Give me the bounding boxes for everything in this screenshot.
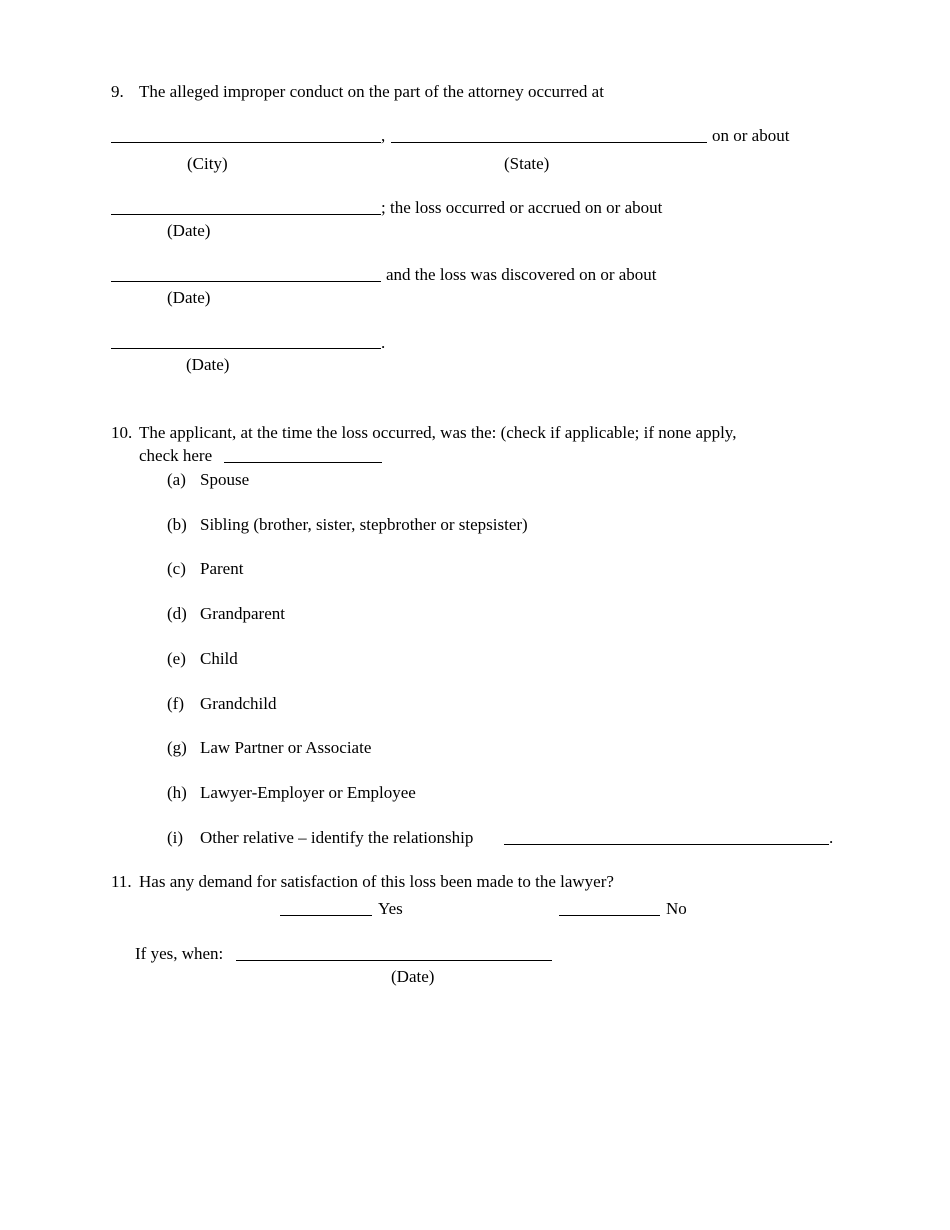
yes-field[interactable] — [280, 915, 372, 916]
option-label: Law Partner or Associate — [200, 738, 372, 757]
city-label: (City) — [187, 154, 228, 173]
conduct-date-field[interactable] — [111, 214, 381, 215]
option-letter: (e) — [167, 649, 186, 668]
conduct-date-label: (Date) — [167, 221, 211, 240]
option-label: Spouse — [200, 470, 250, 489]
no-label: No — [666, 899, 687, 918]
city-field[interactable] — [111, 142, 381, 143]
option-letter: (a) — [167, 470, 186, 489]
q10-text: The applicant, at the time the loss occurred, was the: (check if applicable; if none apply, — [139, 423, 737, 442]
option-label: Child — [200, 649, 238, 668]
none-apply-field[interactable] — [224, 462, 382, 463]
option-label: Other relative – identify the relationship — [200, 828, 474, 847]
loss-discovered-date-label: (Date) — [186, 355, 230, 374]
q9-period: . — [381, 333, 386, 352]
q9-number: 9. — [111, 82, 124, 101]
option-letter: (c) — [167, 559, 186, 578]
loss-occurred-date-field[interactable] — [111, 281, 381, 282]
no-field[interactable] — [559, 915, 660, 916]
state-label: (State) — [504, 154, 550, 173]
q9-loss-discovered-text: and the loss was discovered on or about — [386, 265, 657, 284]
q10-number: 10. — [111, 423, 133, 442]
option-letter: (h) — [167, 783, 187, 802]
option-label: Sibling (brother, sister, stepbrother or stepsister) — [200, 515, 528, 534]
loss-discovered-date-field[interactable] — [111, 348, 381, 349]
option-label: Lawyer-Employer or Employee — [200, 783, 416, 802]
relationship-field[interactable] — [504, 844, 829, 845]
q9-loss-occurred-text: ; the loss occurred or accrued on or about — [381, 198, 663, 217]
q10-period: . — [829, 828, 834, 847]
option-letter: (i) — [167, 828, 184, 847]
if-yes-label: If yes, when: — [135, 944, 224, 963]
option-letter: (b) — [167, 515, 187, 534]
option-letter: (d) — [167, 604, 187, 623]
q9-on-or-about: on or about — [712, 126, 790, 145]
option-label: Grandparent — [200, 604, 285, 623]
q9-text: The alleged improper conduct on the part of the attorney occurred at — [139, 82, 604, 101]
q10-check-here: check here — [139, 446, 213, 465]
q11-number: 11. — [111, 872, 132, 891]
loss-occurred-date-label: (Date) — [167, 288, 211, 307]
option-letter: (f) — [167, 694, 184, 713]
q11-text: Has any demand for satisfaction of this loss been made to the lawyer? — [139, 872, 614, 891]
option-label: Grandchild — [200, 694, 277, 713]
option-label: Parent — [200, 559, 244, 578]
demand-date-field[interactable] — [236, 960, 552, 961]
q9-comma: , — [381, 126, 386, 145]
demand-date-label: (Date) — [391, 967, 435, 986]
option-letter: (g) — [167, 738, 187, 757]
yes-label: Yes — [378, 899, 403, 918]
state-field[interactable] — [391, 142, 707, 143]
